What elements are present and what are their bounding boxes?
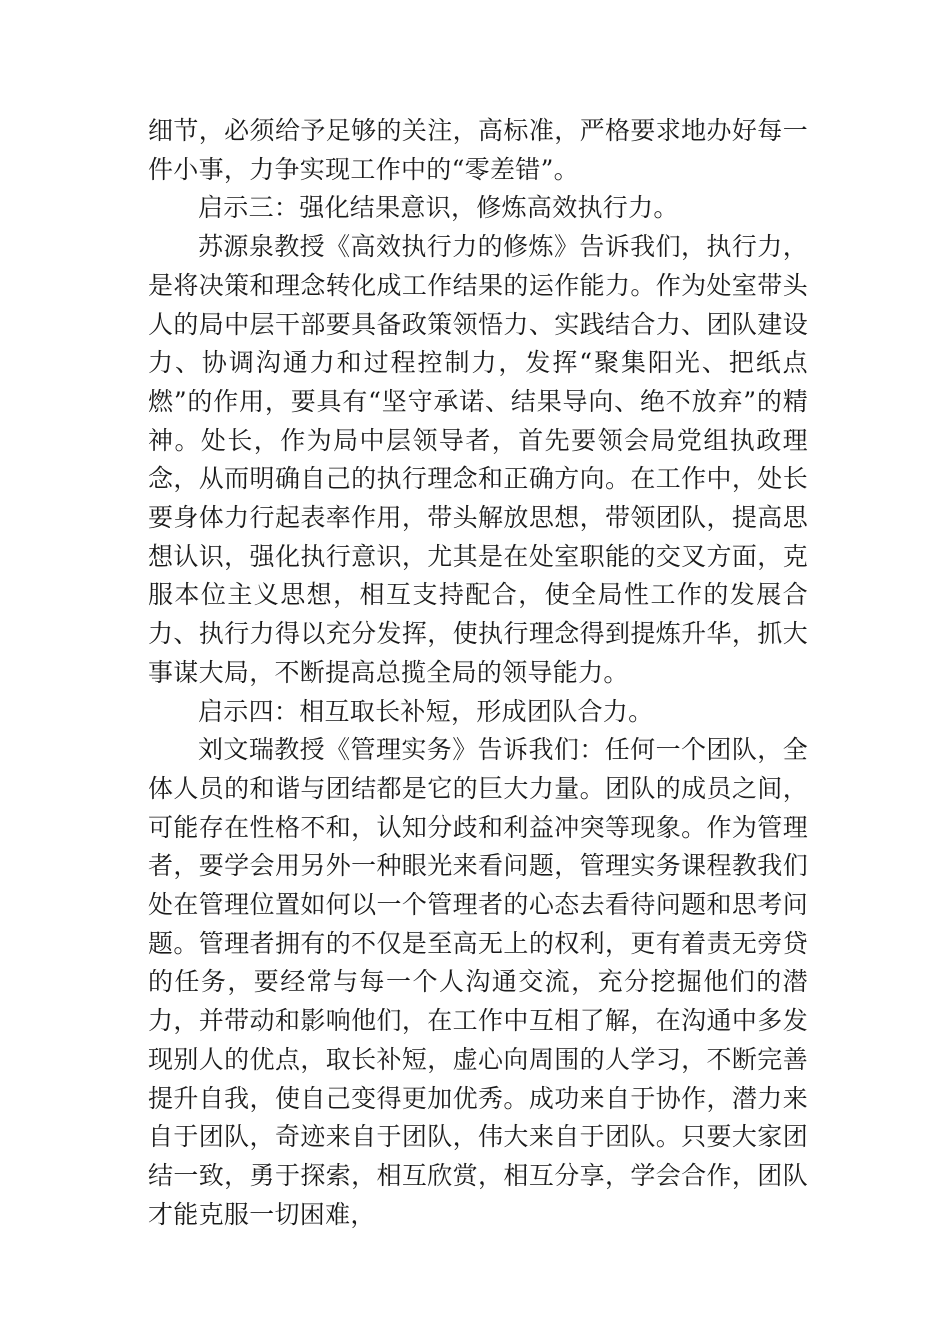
heading-insight-three: 启示三：强化结果意识，修炼高效执行力。 — [198, 193, 679, 223]
heading-insight-four: 启示四：相互取长补短，形成团队合力。 — [198, 696, 654, 726]
paragraph-continuation: 细节，必须给予足够的关注，高标准，严格要求地办好每一件小事，力争实现工作中的“零差错”。 — [148, 116, 808, 184]
paragraph-teamwork: 刘文瑞教授《管理实务》告诉我们：任何一个团队，全体人员的和谐与团结都是它的巨大力量。团队的成员之间，可能存在性格不和，认知分歧和利益冲突等现象。作为管理者，要学会用另外一种眼光来看问题，管理实务课程教我们处在管理位置如何以一个管理者的心态去看待问题和思考问题。管理者拥有的不仅是至高无上的权利，更有着责无旁贷的任务，要经常与每一个人沟通交流，充分挖掘他们的潜力，并带动和影响他们，在工作中互相了解，在沟通中多发现别人的优点，取长补短，虚心向周围的人学习，不断完善提升自我，使自己变得更加优秀。成功来自于协作，潜力来自于团队，奇迹来自于团队，伟大来自于团队。只要大家团结一致，勇于探索，相互欣赏，相互分享，学会合作，团队才能克服一切困难， — [148, 735, 808, 1229]
paragraph-execution: 苏源泉教授《高效执行力的修炼》告诉我们，执行力，是将决策和理念转化成工作结果的运作能力。作为处室带头人的局中层干部要具备政策领悟力、实践结合力、团队建设力、协调沟通力和过程控制力，发挥“聚集阳光、把纸点燃”的作用，要具有“坚守承诺、结果导向、绝不放弃”的精神。处长，作为局中层领导者，首先要领会局党组执政理念，从而明确自己的执行理念和正确方向。在工作中，处长要身体力行起表率作用，带头解放思想，带领团队，提高思想认识，强化执行意识，尤其是在处室职能的交叉方面，克服本位主义思想，相互支持配合，使全局性工作的发展合力、执行力得以充分发挥，使执行理念得到提炼升华，抓大事谋大局，不断提高总揽全局的领导能力。 — [148, 232, 808, 687]
document-page — [148, 112, 808, 1234]
